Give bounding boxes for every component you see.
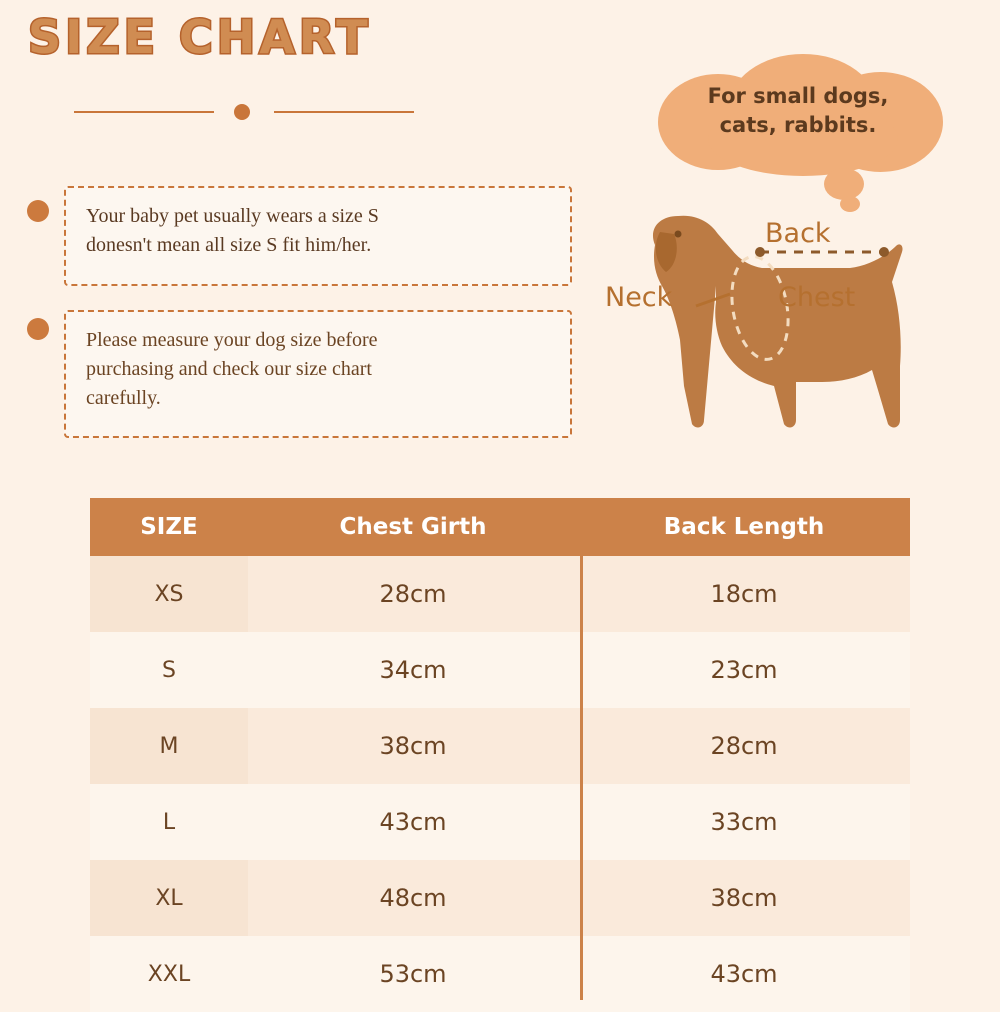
cell-back: 28cm xyxy=(578,708,910,784)
speech-bubble xyxy=(648,52,948,176)
divider-line-right xyxy=(274,111,414,113)
table-header-back: Back Length xyxy=(663,514,825,540)
dog-label-back: Back xyxy=(765,218,831,249)
cell-chest: 34cm xyxy=(248,632,578,708)
dog-label-neck: Neck xyxy=(605,282,673,313)
cell-size: XXL xyxy=(90,936,248,1012)
note-box-2 xyxy=(64,310,572,438)
table-vertical-divider xyxy=(580,498,583,1000)
page-title: SIZE CHART xyxy=(28,10,372,64)
note-box-1 xyxy=(64,186,572,286)
cell-back: 33cm xyxy=(578,784,910,860)
bubble-text xyxy=(648,82,948,141)
bubble-text-line-2: cats, rabbits. xyxy=(719,113,877,138)
cell-size: XL xyxy=(90,860,248,936)
bubble-text-line-1: For small dogs, xyxy=(707,84,889,108)
note-2-line-2: purchasing and check our size chart xyxy=(86,358,372,380)
cell-back: 38cm xyxy=(578,860,910,936)
cell-size: L xyxy=(90,784,248,860)
table-row xyxy=(90,556,910,632)
note-2-line-3: carefully. xyxy=(86,387,161,409)
back-length-start-dot xyxy=(755,247,765,257)
table-header-row xyxy=(90,498,910,556)
dog-eye-icon xyxy=(675,231,682,238)
title-divider xyxy=(74,104,414,120)
cell-size: M xyxy=(90,708,248,784)
cell-chest: 43cm xyxy=(248,784,578,860)
cell-chest: 53cm xyxy=(248,936,578,1012)
cell-back: 23cm xyxy=(578,632,910,708)
note-2-line-1: Please measure your dog size before xyxy=(86,329,378,351)
back-length-end-dot xyxy=(879,247,889,257)
cell-size: S xyxy=(90,632,248,708)
table-row xyxy=(90,784,910,860)
divider-dot xyxy=(234,104,250,120)
note-bullet-1 xyxy=(27,200,49,222)
table-row xyxy=(90,860,910,936)
note-1-line-2: donesn't mean all size S fit him/her. xyxy=(86,234,372,256)
cell-chest: 48cm xyxy=(248,860,578,936)
cell-chest: 28cm xyxy=(248,556,578,632)
cell-back: 43cm xyxy=(578,936,910,1012)
dog-label-chest: Chest xyxy=(778,282,856,313)
cell-chest: 38cm xyxy=(248,708,578,784)
table-row xyxy=(90,708,910,784)
cell-size: XS xyxy=(90,556,248,632)
note-1-line-1: Your baby pet usually wears a size S xyxy=(86,205,379,227)
table-row xyxy=(90,632,910,708)
divider-line-left xyxy=(74,111,214,113)
dog-illustration xyxy=(600,190,990,460)
cell-back: 18cm xyxy=(578,556,910,632)
table-row xyxy=(90,936,910,1012)
size-chart-table xyxy=(90,498,910,1012)
table-header-chest: Chest Girth xyxy=(339,514,487,540)
note-bullet-2 xyxy=(27,318,49,340)
table-header-size: SIZE xyxy=(140,514,198,540)
